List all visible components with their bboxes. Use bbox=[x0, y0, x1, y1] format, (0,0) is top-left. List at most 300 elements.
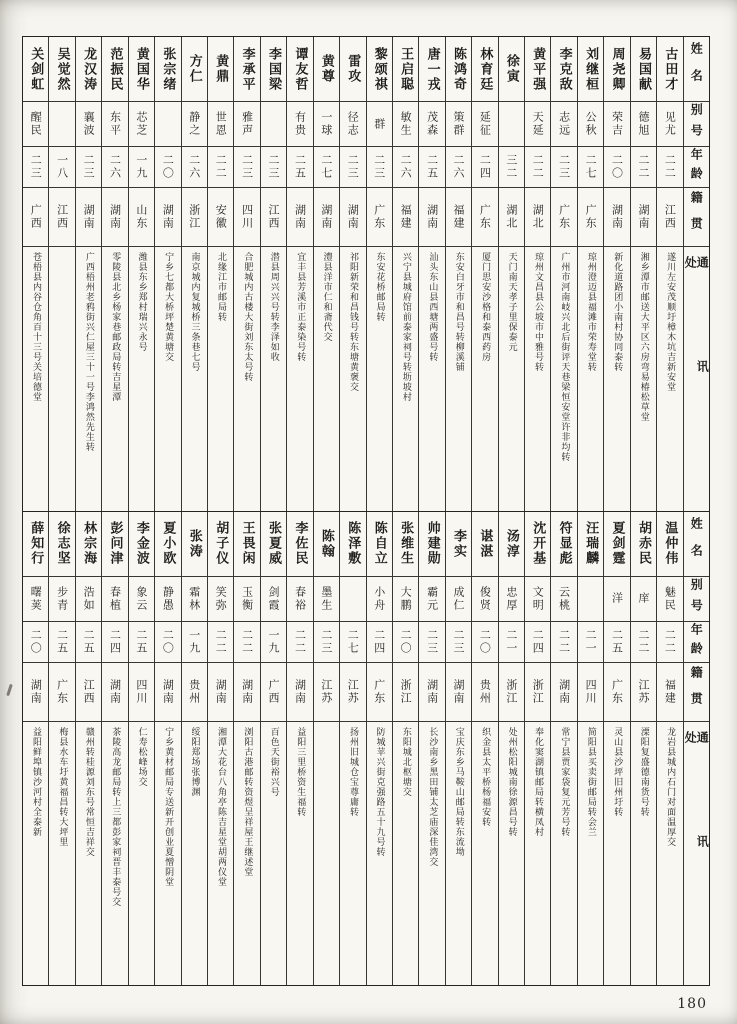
person-column bbox=[23, 37, 48, 511]
person-origin-cell bbox=[287, 662, 312, 721]
person-address-cell bbox=[129, 721, 154, 986]
person-age-cell bbox=[472, 621, 497, 662]
person-address-cell bbox=[287, 246, 312, 511]
person-origin-text: 广东 bbox=[372, 204, 386, 230]
person-address-text: 溧阳复盛德南货号转 bbox=[638, 726, 649, 817]
row-header-age-label: 年龄 bbox=[689, 148, 704, 186]
person-name-text: 夏剑霆 bbox=[609, 521, 625, 566]
person-alias-cell bbox=[578, 101, 603, 146]
person-alias-cell bbox=[551, 576, 576, 621]
person-address-text: 常宁县贾家袋复元芳号转 bbox=[559, 726, 570, 837]
person-age-cell bbox=[446, 146, 471, 187]
person-name-text: 陈泽敷 bbox=[345, 521, 361, 566]
person-age-cell bbox=[182, 621, 207, 662]
person-column bbox=[154, 37, 180, 511]
person-name-cell bbox=[23, 512, 48, 576]
scan-stray-mark bbox=[6, 684, 13, 696]
person-column bbox=[260, 37, 286, 511]
person-name-cell bbox=[604, 37, 629, 101]
person-alias-cell bbox=[631, 101, 656, 146]
person-name-cell bbox=[393, 37, 418, 101]
person-address-text: 赣州转桂源刘东号常恒吉祥交 bbox=[83, 726, 94, 857]
person-address-cell bbox=[367, 246, 392, 511]
directory-table bbox=[22, 36, 710, 986]
person-origin-cell bbox=[631, 662, 656, 721]
person-origin-text: 广西 bbox=[267, 678, 281, 705]
person-name-text: 帅建勋 bbox=[424, 521, 440, 566]
person-alias-text: 春裕 bbox=[293, 585, 307, 612]
person-age-text: 二三 bbox=[240, 154, 254, 180]
person-age-text: 二六 bbox=[187, 154, 201, 180]
person-address-cell bbox=[499, 721, 524, 986]
person-origin-cell bbox=[102, 187, 127, 246]
person-column bbox=[603, 37, 629, 511]
person-origin-text: 湖南 bbox=[29, 678, 43, 705]
person-address-cell bbox=[314, 246, 339, 511]
person-address-text: 东安花桥邮局转 bbox=[374, 252, 385, 322]
person-address-cell bbox=[578, 721, 603, 986]
person-age-cell bbox=[208, 621, 233, 662]
person-origin-cell bbox=[340, 662, 365, 721]
person-name-cell bbox=[182, 37, 207, 101]
row-header-age-label: 年龄 bbox=[689, 622, 704, 661]
person-address-text: 广西梧州老鸦街兴仁屋三十一号李鸿然先生转 bbox=[83, 252, 94, 452]
person-alias-cell bbox=[472, 101, 497, 146]
row-header-column bbox=[683, 512, 709, 986]
person-name-cell bbox=[129, 37, 154, 101]
person-address-cell bbox=[102, 721, 127, 986]
person-name-text: 胡赤民 bbox=[635, 521, 651, 566]
person-alias-cell bbox=[551, 101, 576, 146]
person-address-cell bbox=[419, 721, 444, 986]
person-age-cell bbox=[261, 146, 286, 187]
person-origin-cell bbox=[525, 187, 550, 246]
person-alias-text: 荣吉 bbox=[610, 111, 624, 137]
person-name-text: 夏小欧 bbox=[160, 521, 176, 566]
person-origin-text: 湖南 bbox=[161, 678, 175, 705]
person-alias-cell bbox=[367, 576, 392, 621]
person-age-cell bbox=[23, 146, 48, 187]
person-age-text: 二七 bbox=[584, 154, 598, 180]
person-origin-text: 湖南 bbox=[557, 678, 571, 705]
person-name-cell bbox=[287, 512, 312, 576]
person-name-text: 黄尊 bbox=[318, 54, 334, 84]
person-age-text: 一九 bbox=[134, 154, 148, 180]
person-age-text: 二三 bbox=[82, 154, 96, 180]
person-origin-cell bbox=[525, 662, 550, 721]
row-header-alias-label: 别号 bbox=[689, 103, 704, 145]
person-address-text: 汕头东山县西塘两盛号转 bbox=[427, 252, 438, 362]
row-header-address-label: 通讯处 bbox=[683, 730, 709, 939]
person-column bbox=[128, 512, 154, 986]
person-column bbox=[233, 512, 259, 986]
person-origin-cell bbox=[314, 187, 339, 246]
person-alias-cell bbox=[23, 576, 48, 621]
person-alias-text: 志远 bbox=[557, 111, 571, 137]
person-column bbox=[498, 37, 524, 511]
person-address-text: 潍县东乡郑村瑞兴永号 bbox=[136, 252, 147, 352]
person-alias-cell bbox=[657, 576, 682, 621]
person-name-cell bbox=[499, 37, 524, 101]
person-column bbox=[656, 512, 682, 986]
person-address-cell bbox=[578, 246, 603, 511]
person-alias-cell bbox=[525, 101, 550, 146]
person-age-text: 二四 bbox=[372, 628, 386, 655]
person-alias-cell bbox=[314, 576, 339, 621]
person-name-cell bbox=[23, 37, 48, 101]
person-address-text: 梅县水车圩黄福昌转大坪里 bbox=[57, 726, 68, 847]
person-address-text: 澧县洋市仁和斋代交 bbox=[321, 252, 332, 342]
person-column bbox=[23, 512, 48, 986]
person-name-text: 李实 bbox=[450, 528, 466, 559]
person-address-cell bbox=[182, 721, 207, 986]
person-column bbox=[524, 512, 550, 986]
person-age-text: 二六 bbox=[399, 154, 413, 180]
person-column bbox=[286, 512, 312, 986]
person-alias-cell bbox=[604, 101, 629, 146]
person-address-cell bbox=[631, 721, 656, 986]
person-address-text: 潜县周兴兴号转李泽如收 bbox=[268, 252, 279, 362]
person-alias-cell bbox=[155, 576, 180, 621]
person-address-cell bbox=[604, 246, 629, 511]
person-age-text: 二〇 bbox=[399, 628, 413, 655]
person-age-text: 二二 bbox=[663, 154, 677, 180]
person-column bbox=[339, 512, 365, 986]
person-address-cell bbox=[234, 246, 259, 511]
person-address-cell bbox=[472, 246, 497, 511]
person-age-cell bbox=[446, 621, 471, 662]
person-alias-cell bbox=[393, 101, 418, 146]
person-age-text: 二〇 bbox=[161, 628, 175, 655]
person-address-cell bbox=[499, 246, 524, 511]
person-name-cell bbox=[340, 512, 365, 576]
person-name-cell bbox=[102, 37, 127, 101]
person-address-text: 北缘江市邮局转 bbox=[215, 252, 226, 322]
person-alias-text: 玉衡 bbox=[240, 585, 254, 612]
person-name-cell bbox=[446, 37, 471, 101]
person-origin-text: 福建 bbox=[399, 204, 413, 230]
person-age-text: 二〇 bbox=[478, 628, 492, 655]
person-column bbox=[313, 37, 339, 511]
person-column bbox=[339, 37, 365, 511]
person-origin-text: 湖南 bbox=[636, 204, 650, 230]
person-age-text: 二五 bbox=[55, 628, 69, 655]
person-origin-text: 湖南 bbox=[293, 678, 307, 705]
person-name-cell bbox=[261, 512, 286, 576]
person-origin-text: 广东 bbox=[584, 204, 598, 230]
person-origin-cell bbox=[23, 187, 48, 246]
person-origin-text: 四川 bbox=[134, 678, 148, 705]
person-age-cell bbox=[551, 146, 576, 187]
person-name-cell bbox=[182, 512, 207, 576]
person-origin-cell bbox=[367, 662, 392, 721]
person-origin-text: 浙江 bbox=[504, 678, 518, 705]
person-address-text: 湘乡潭市邮送大平区六房弯易椿松草堂 bbox=[638, 252, 649, 422]
person-address-cell bbox=[287, 721, 312, 986]
person-address-cell bbox=[340, 721, 365, 986]
person-address-text: 长沙南乡黑田铺太芝庙深佳湾交 bbox=[427, 726, 438, 867]
person-alias-cell bbox=[182, 101, 207, 146]
person-name-text: 李佐民 bbox=[292, 521, 308, 566]
person-address-text: 新化道路团小南村协同泰转 bbox=[612, 252, 623, 372]
person-address-text: 织金县太平桥杨福安转 bbox=[480, 726, 491, 827]
person-name-cell bbox=[657, 37, 682, 101]
person-name-text: 黄国华 bbox=[133, 46, 149, 92]
person-column bbox=[366, 512, 392, 986]
person-address-text: 浏阳古港邮转资煜呈祥屋王继述堂 bbox=[242, 726, 253, 877]
person-age-text: 二三 bbox=[372, 154, 386, 180]
person-age-text: 二七 bbox=[346, 628, 360, 655]
person-age-text: 二一 bbox=[584, 628, 598, 655]
person-alias-text: 天延 bbox=[531, 111, 545, 137]
person-origin-cell bbox=[604, 662, 629, 721]
person-age-cell bbox=[657, 146, 682, 187]
person-age-cell bbox=[287, 621, 312, 662]
person-name-cell bbox=[234, 37, 259, 101]
person-origin-cell bbox=[499, 187, 524, 246]
person-age-text: 二二 bbox=[636, 628, 650, 655]
person-age-text: 二三 bbox=[451, 628, 465, 655]
person-alias-text: 曙荚 bbox=[29, 585, 43, 612]
person-age-text: 二三 bbox=[557, 154, 571, 180]
person-origin-cell bbox=[287, 187, 312, 246]
person-name-cell bbox=[631, 512, 656, 576]
person-name-cell bbox=[446, 512, 471, 576]
person-name-text: 张夏威 bbox=[266, 521, 282, 566]
person-age-text: 二三 bbox=[346, 154, 360, 180]
person-name-text: 汪瑞麟 bbox=[583, 521, 599, 566]
person-age-text: 二七 bbox=[319, 154, 333, 180]
person-address-text: 天门南天孝子里保泰元 bbox=[506, 252, 517, 352]
person-name-text: 雷攻 bbox=[345, 54, 361, 84]
person-address-text: 零陵县北乡杨家巷邮政局转吉星潭 bbox=[110, 252, 121, 402]
person-address-cell bbox=[261, 246, 286, 511]
person-alias-cell bbox=[367, 101, 392, 146]
person-address-cell bbox=[446, 721, 471, 986]
person-origin-cell bbox=[49, 187, 74, 246]
person-column bbox=[207, 512, 233, 986]
person-name-text: 范振民 bbox=[107, 46, 123, 92]
person-column bbox=[313, 512, 339, 986]
person-alias-text: 一球 bbox=[319, 111, 333, 137]
person-alias-text: 笑弥 bbox=[214, 585, 228, 612]
person-age-cell bbox=[393, 146, 418, 187]
person-address-cell bbox=[472, 721, 497, 986]
person-address-text: 简阳县买卖街邮局转会兰 bbox=[585, 726, 596, 837]
person-column bbox=[471, 512, 497, 986]
person-origin-cell bbox=[182, 187, 207, 246]
person-origin-text: 广东 bbox=[610, 678, 624, 705]
page-number: 180 bbox=[677, 996, 707, 1012]
person-age-cell bbox=[657, 621, 682, 662]
person-alias-cell bbox=[446, 576, 471, 621]
row-header-name-cell bbox=[684, 37, 709, 101]
person-alias-text: 大鹏 bbox=[399, 585, 413, 612]
person-alias-text: 剑霞 bbox=[267, 585, 281, 612]
person-name-text: 龙汉涛 bbox=[81, 46, 97, 92]
person-origin-text: 广东 bbox=[557, 204, 571, 230]
person-name-cell bbox=[155, 512, 180, 576]
person-age-cell bbox=[631, 146, 656, 187]
person-address-text: 合肥城内古楼大街刘东太号转 bbox=[242, 252, 253, 382]
person-alias-text: 静之 bbox=[187, 111, 201, 137]
person-alias-text: 洋 bbox=[610, 592, 624, 605]
person-age-cell bbox=[76, 621, 101, 662]
person-age-cell bbox=[419, 146, 444, 187]
person-origin-text: 贵州 bbox=[478, 678, 492, 705]
person-alias-cell bbox=[499, 101, 524, 146]
person-origin-cell bbox=[472, 662, 497, 721]
person-address-text: 益阳鲜埠镇沙河村全泰新 bbox=[30, 726, 41, 837]
person-alias-cell bbox=[393, 576, 418, 621]
person-age-cell bbox=[102, 621, 127, 662]
person-column bbox=[286, 37, 312, 511]
person-name-text: 沈开基 bbox=[530, 521, 546, 566]
person-origin-cell bbox=[129, 187, 154, 246]
person-column bbox=[445, 37, 471, 511]
person-age-cell bbox=[234, 146, 259, 187]
person-origin-text: 福建 bbox=[663, 678, 677, 705]
person-origin-text: 江西 bbox=[82, 678, 96, 705]
person-origin-cell bbox=[604, 187, 629, 246]
person-origin-text: 湖北 bbox=[531, 204, 545, 230]
person-name-text: 张维生 bbox=[398, 521, 414, 566]
person-alias-cell bbox=[499, 576, 524, 621]
person-origin-cell bbox=[551, 187, 576, 246]
person-name-cell bbox=[631, 37, 656, 101]
person-age-cell bbox=[631, 621, 656, 662]
person-alias-cell bbox=[23, 101, 48, 146]
person-alias-text: 敏生 bbox=[399, 111, 413, 137]
person-column bbox=[181, 512, 207, 986]
person-alias-text: 霜林 bbox=[187, 585, 201, 612]
person-alias-text: 东平 bbox=[108, 111, 122, 137]
person-address-cell bbox=[657, 246, 682, 511]
person-address-text: 宁乡七都大桥坪楚黄塘交 bbox=[163, 252, 174, 362]
person-age-cell bbox=[367, 146, 392, 187]
person-address-text: 东安白牙市和昌号转柳溪铺 bbox=[453, 252, 464, 372]
person-alias-cell bbox=[129, 101, 154, 146]
person-column bbox=[471, 37, 497, 511]
person-age-cell bbox=[49, 146, 74, 187]
person-origin-cell bbox=[155, 662, 180, 721]
person-age-text: 二二 bbox=[240, 628, 254, 655]
person-column bbox=[392, 512, 418, 986]
person-name-text: 吴觉然 bbox=[54, 46, 70, 92]
person-age-cell bbox=[604, 146, 629, 187]
person-address-text: 琼州文昌县公坡市中雅号转 bbox=[533, 252, 543, 372]
person-origin-text: 江苏 bbox=[346, 678, 360, 705]
person-alias-text: 群 bbox=[372, 117, 386, 131]
person-age-text: 二五 bbox=[610, 628, 624, 655]
person-origin-cell bbox=[419, 187, 444, 246]
person-age-text: 二四 bbox=[108, 628, 122, 655]
person-name-cell bbox=[287, 37, 312, 101]
person-age-text: 二五 bbox=[82, 628, 96, 655]
person-origin-text: 江西 bbox=[55, 204, 69, 230]
person-name-cell bbox=[499, 512, 524, 576]
person-age-cell bbox=[155, 146, 180, 187]
person-address-text: 厦门思安沙格和泰西药房 bbox=[480, 252, 491, 362]
person-origin-cell bbox=[499, 662, 524, 721]
person-address-cell bbox=[261, 721, 286, 986]
person-name-text: 徐志坚 bbox=[54, 521, 70, 566]
person-age-cell bbox=[102, 146, 127, 187]
person-address-cell bbox=[76, 246, 101, 511]
person-alias-text: 象云 bbox=[134, 585, 148, 612]
person-origin-text: 广东 bbox=[55, 678, 69, 705]
person-name-cell bbox=[472, 37, 497, 101]
person-name-text: 薛知行 bbox=[28, 521, 44, 566]
person-name-cell bbox=[367, 512, 392, 576]
person-column bbox=[154, 512, 180, 986]
person-origin-text: 江苏 bbox=[636, 678, 650, 705]
person-name-text: 黄平强 bbox=[530, 46, 546, 92]
person-alias-cell bbox=[472, 576, 497, 621]
person-alias-text: 浩如 bbox=[82, 585, 96, 612]
person-address-cell bbox=[208, 246, 233, 511]
person-alias-cell bbox=[49, 101, 74, 146]
person-name-text: 温仲伟 bbox=[662, 521, 678, 566]
person-origin-text: 四川 bbox=[240, 204, 254, 230]
person-origin-text: 浙江 bbox=[399, 678, 413, 705]
person-name-text: 李克敌 bbox=[556, 46, 572, 92]
person-alias-cell bbox=[419, 101, 444, 146]
person-name-cell bbox=[367, 37, 392, 101]
person-alias-text: 雅声 bbox=[240, 111, 254, 137]
person-name-cell bbox=[525, 37, 550, 101]
person-alias-cell bbox=[182, 576, 207, 621]
person-address-text: 扬州旧城仓宝尊庸转 bbox=[348, 726, 359, 817]
person-alias-cell bbox=[525, 576, 550, 621]
person-alias-text: 霸元 bbox=[425, 585, 439, 612]
person-age-cell bbox=[287, 146, 312, 187]
person-address-text: 东阳城北枢塘交 bbox=[400, 726, 411, 797]
person-name-text: 符显彪 bbox=[556, 521, 572, 566]
person-column bbox=[656, 37, 682, 511]
person-origin-cell bbox=[393, 662, 418, 721]
person-name-cell bbox=[340, 37, 365, 101]
person-age-text: 二五 bbox=[134, 628, 148, 655]
person-origin-cell bbox=[76, 662, 101, 721]
person-address-cell bbox=[393, 246, 418, 511]
person-origin-text: 安徽 bbox=[214, 204, 228, 230]
person-age-cell bbox=[340, 146, 365, 187]
person-name-text: 陈自立 bbox=[371, 521, 387, 566]
person-origin-cell bbox=[314, 662, 339, 721]
person-name-cell bbox=[49, 37, 74, 101]
row-header-address-cell bbox=[684, 721, 709, 986]
person-name-text: 关剑虹 bbox=[28, 46, 44, 92]
person-address-cell bbox=[393, 721, 418, 986]
person-address-cell bbox=[102, 246, 127, 511]
person-age-cell bbox=[129, 146, 154, 187]
row-header-address-cell bbox=[684, 246, 709, 511]
person-address-cell bbox=[604, 721, 629, 986]
person-name-cell bbox=[393, 512, 418, 576]
person-address-text: 灵山县沙坪旧州圩转 bbox=[612, 726, 623, 817]
person-origin-cell bbox=[446, 662, 471, 721]
person-age-cell bbox=[155, 621, 180, 662]
person-name-cell bbox=[314, 512, 339, 576]
person-name-cell bbox=[472, 512, 497, 576]
person-age-cell bbox=[23, 621, 48, 662]
person-name-cell bbox=[208, 37, 233, 101]
table-section-top bbox=[23, 37, 709, 511]
person-origin-text: 贵州 bbox=[187, 678, 201, 705]
person-address-cell bbox=[49, 246, 74, 511]
person-address-text: 处州松阳城南徐源昌号转 bbox=[506, 726, 517, 837]
